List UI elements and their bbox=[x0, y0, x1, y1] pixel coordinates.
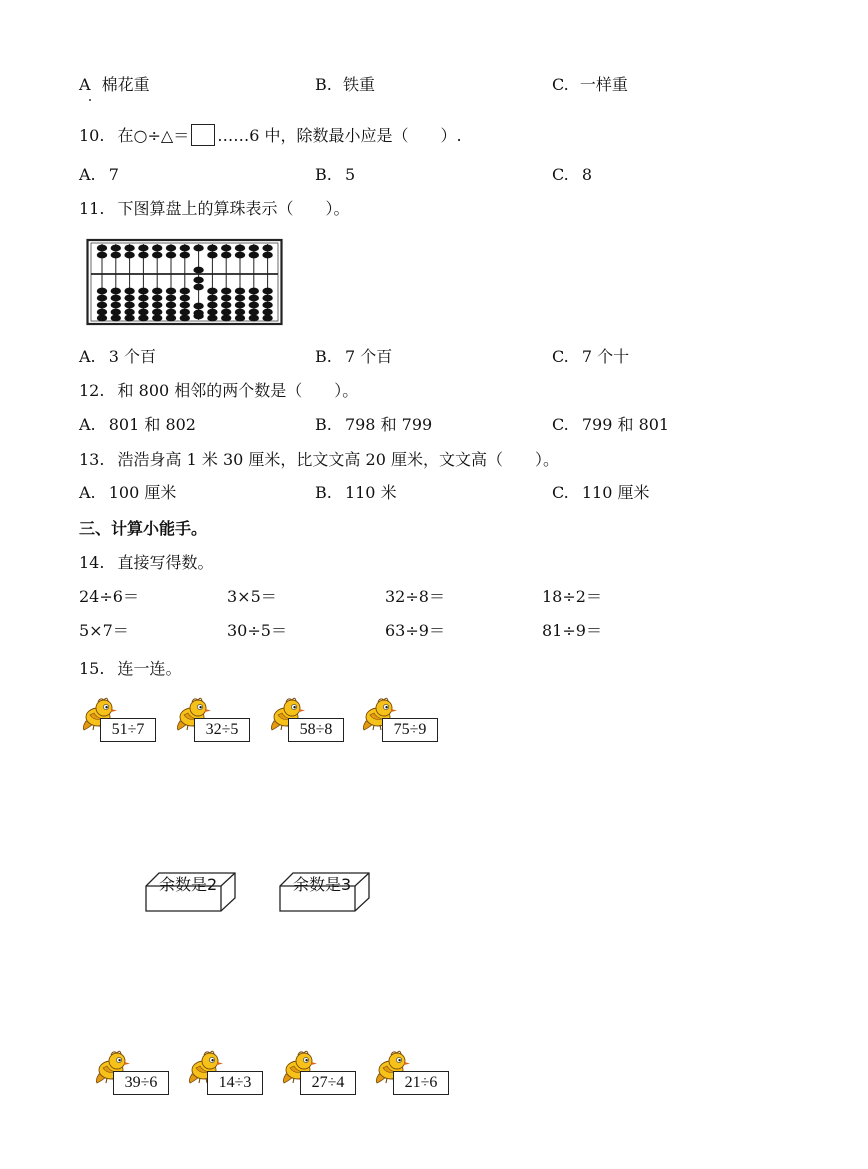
abacus-bead bbox=[221, 315, 231, 322]
abacus-bead bbox=[180, 315, 190, 322]
question-15 bbox=[79, 659, 182, 679]
abacus-bead bbox=[262, 295, 272, 302]
option-letter: C. bbox=[552, 165, 569, 184]
abacus-bead bbox=[97, 252, 107, 259]
abacus-bead bbox=[111, 295, 121, 302]
abacus-bead bbox=[152, 252, 162, 259]
abacus-bead bbox=[97, 302, 107, 309]
abacus-bead bbox=[124, 252, 134, 259]
division-card[interactable]: 75÷9 bbox=[382, 718, 438, 742]
abacus-bead bbox=[262, 252, 272, 259]
abacus-bead bbox=[124, 315, 134, 322]
option-text: 100 厘米 bbox=[108, 483, 177, 502]
abacus-bead bbox=[221, 309, 231, 316]
abacus-bead bbox=[138, 245, 148, 252]
abacus-bead bbox=[111, 252, 121, 259]
abacus-bead bbox=[152, 245, 162, 252]
abacus-bead bbox=[180, 295, 190, 302]
option-letter: B. bbox=[315, 165, 332, 184]
calc-item: 3×5＝ bbox=[227, 587, 277, 606]
q13-option-b[interactable] bbox=[315, 483, 397, 503]
q10-option-c[interactable] bbox=[552, 165, 592, 185]
abacus-bead bbox=[166, 295, 176, 302]
abacus-bead bbox=[235, 288, 245, 295]
abacus-bead bbox=[249, 309, 259, 316]
abacus-bead bbox=[180, 288, 190, 295]
abacus-bead bbox=[166, 245, 176, 252]
division-card[interactable]: 39÷6 bbox=[113, 1071, 169, 1095]
question-number: 11. bbox=[79, 199, 105, 218]
question-number: 12. bbox=[79, 381, 105, 400]
abacus-bead bbox=[249, 302, 259, 309]
abacus-bead bbox=[111, 315, 121, 322]
option-text: 5 bbox=[344, 165, 356, 184]
abacus-bead bbox=[249, 252, 259, 259]
abacus-bead bbox=[111, 245, 121, 252]
abacus-bead bbox=[221, 245, 231, 252]
option-text: 一样重 bbox=[579, 75, 628, 94]
question-14 bbox=[79, 553, 214, 573]
abacus-bead bbox=[124, 288, 134, 295]
remainder-plate[interactable] bbox=[279, 872, 371, 912]
abacus-bead bbox=[152, 315, 162, 322]
abacus-bead bbox=[138, 309, 148, 316]
section-heading: 三、计算小能手。 bbox=[79, 519, 208, 538]
option-text: 7 个百 bbox=[344, 347, 393, 366]
q12-option-b[interactable] bbox=[315, 415, 432, 435]
option-text: 110 厘米 bbox=[581, 483, 650, 502]
calc-item: 81÷9＝ bbox=[542, 621, 602, 640]
abacus-bead bbox=[166, 288, 176, 295]
abacus-bead bbox=[221, 295, 231, 302]
option-letter: B. bbox=[315, 483, 332, 502]
abacus-bead bbox=[193, 277, 203, 284]
abacus-bead bbox=[138, 315, 148, 322]
abacus-bead bbox=[97, 309, 107, 316]
abacus-bead bbox=[138, 302, 148, 309]
q11-option-c[interactable] bbox=[552, 347, 629, 367]
abacus-bead bbox=[207, 315, 217, 322]
option-letter: A. bbox=[79, 483, 96, 502]
abacus-bead bbox=[249, 288, 259, 295]
question-text: 浩浩身高 1 米 30 厘米，比文文高 20 厘米，文文高（ ）。 bbox=[117, 450, 559, 469]
plate-label: 余数是3 bbox=[293, 875, 352, 894]
division-card[interactable]: 58÷8 bbox=[288, 718, 344, 742]
option-letter: C. bbox=[552, 75, 569, 94]
option-letter: A. bbox=[79, 165, 96, 184]
question-prefix: 在○÷△＝ bbox=[117, 126, 190, 145]
question-text: 和 800 相邻的两个数是（ ）。 bbox=[117, 381, 359, 400]
abacus-bead bbox=[207, 309, 217, 316]
question-suffix: ……6 中，除数最小应是（ ）. bbox=[217, 126, 462, 145]
q9-option-c[interactable] bbox=[552, 75, 628, 95]
abacus-bead bbox=[152, 288, 162, 295]
question-12 bbox=[79, 381, 358, 401]
question-10 bbox=[79, 124, 462, 146]
q11-option-a[interactable] bbox=[79, 347, 156, 367]
q10-option-b[interactable] bbox=[315, 165, 355, 185]
option-letter: A. bbox=[79, 415, 96, 434]
option-text: 798 和 799 bbox=[344, 415, 433, 434]
option-letter: C. bbox=[552, 415, 569, 434]
q13-option-c[interactable] bbox=[552, 483, 650, 503]
calc-item: 30÷5＝ bbox=[227, 621, 287, 640]
abacus-bead bbox=[180, 245, 190, 252]
abacus-bead bbox=[249, 245, 259, 252]
answer-box[interactable] bbox=[191, 124, 215, 146]
abacus-bead bbox=[235, 295, 245, 302]
abacus-bead bbox=[138, 295, 148, 302]
q13-option-a[interactable] bbox=[79, 483, 176, 503]
abacus-bead bbox=[180, 309, 190, 316]
option-letter: C. bbox=[552, 483, 569, 502]
abacus-bead bbox=[193, 267, 203, 274]
question-text: 下图算盘上的算珠表示（ ）。 bbox=[117, 199, 350, 218]
option-text: 棉花重 bbox=[101, 75, 150, 94]
abacus-bead bbox=[166, 302, 176, 309]
option-text: 8 bbox=[581, 165, 593, 184]
abacus-bead bbox=[235, 302, 245, 309]
option-text: 110 米 bbox=[344, 483, 397, 502]
abacus-bead bbox=[262, 309, 272, 316]
calc-item: 32÷8＝ bbox=[385, 587, 445, 606]
abacus-bead bbox=[207, 302, 217, 309]
abacus-bead bbox=[193, 303, 203, 310]
option-letter: B. bbox=[315, 347, 332, 366]
abacus-bead bbox=[207, 288, 217, 295]
stray-dot bbox=[89, 99, 91, 101]
abacus-bead bbox=[207, 295, 217, 302]
question-text: 直接写得数。 bbox=[117, 553, 214, 572]
question-11 bbox=[79, 199, 350, 219]
abacus-bead bbox=[97, 288, 107, 295]
abacus-bead bbox=[221, 252, 231, 259]
abacus-bead bbox=[249, 295, 259, 302]
remainder-plate[interactable] bbox=[145, 872, 237, 912]
abacus-bead bbox=[124, 302, 134, 309]
abacus-bead bbox=[235, 245, 245, 252]
question-number: 14. bbox=[79, 553, 105, 572]
abacus-bead bbox=[152, 309, 162, 316]
question-number: 10. bbox=[79, 126, 105, 145]
division-card[interactable]: 32÷5 bbox=[194, 718, 250, 742]
option-letter: C. bbox=[552, 347, 569, 366]
option-letter: A bbox=[79, 75, 91, 94]
abacus-bead bbox=[193, 245, 203, 252]
division-card[interactable]: 27÷4 bbox=[300, 1071, 356, 1095]
calc-item: 5×7＝ bbox=[79, 621, 129, 640]
abacus-bead bbox=[97, 295, 107, 302]
option-letter: B. bbox=[315, 75, 332, 94]
division-card[interactable]: 51÷7 bbox=[100, 718, 156, 742]
abacus-bead bbox=[235, 309, 245, 316]
abacus-bead bbox=[262, 288, 272, 295]
abacus-bead bbox=[124, 295, 134, 302]
calc-item: 63÷9＝ bbox=[385, 621, 445, 640]
abacus-bead bbox=[262, 315, 272, 322]
abacus-bead bbox=[152, 295, 162, 302]
q12-option-c[interactable] bbox=[552, 415, 669, 435]
option-text: 801 和 802 bbox=[108, 415, 196, 434]
abacus-bead bbox=[111, 288, 121, 295]
abacus-bead bbox=[235, 252, 245, 259]
abacus-bead bbox=[221, 302, 231, 309]
abacus-bead bbox=[166, 252, 176, 259]
question-number: 15. bbox=[79, 659, 105, 678]
option-text: 铁重 bbox=[342, 75, 375, 94]
option-letter: B. bbox=[315, 415, 332, 434]
abacus-bead bbox=[124, 245, 134, 252]
abacus-bead bbox=[207, 245, 217, 252]
calc-item: 18÷2＝ bbox=[542, 587, 602, 606]
abacus-bead bbox=[111, 309, 121, 316]
q10-option-a[interactable] bbox=[79, 165, 119, 185]
question-13 bbox=[79, 450, 559, 470]
question-number: 13. bbox=[79, 450, 105, 469]
division-card[interactable]: 21÷6 bbox=[393, 1071, 449, 1095]
abacus-bead bbox=[235, 315, 245, 322]
option-text: 3 个百 bbox=[108, 347, 157, 366]
option-text: 7 bbox=[108, 165, 119, 184]
q9-option-b[interactable] bbox=[315, 75, 375, 95]
abacus-bead bbox=[97, 245, 107, 252]
abacus-bead bbox=[180, 302, 190, 309]
option-text: 7 个十 bbox=[581, 347, 630, 366]
q11-option-b[interactable] bbox=[315, 347, 392, 367]
option-letter: A. bbox=[79, 347, 96, 366]
abacus-bead bbox=[249, 315, 259, 322]
abacus-bead bbox=[193, 313, 203, 320]
calc-item: 24÷6＝ bbox=[79, 587, 139, 606]
q12-option-a[interactable] bbox=[79, 415, 196, 435]
abacus-bead bbox=[221, 288, 231, 295]
abacus-bead bbox=[166, 309, 176, 316]
abacus-bead bbox=[207, 252, 217, 259]
plate-label: 余数是2 bbox=[159, 875, 218, 894]
abacus-bead bbox=[124, 309, 134, 316]
abacus-bead bbox=[262, 245, 272, 252]
abacus-bead bbox=[97, 315, 107, 322]
abacus-bead bbox=[111, 302, 121, 309]
abacus-bead bbox=[138, 288, 148, 295]
question-text: 连一连。 bbox=[117, 659, 182, 678]
option-text: 799 和 801 bbox=[581, 415, 670, 434]
abacus-bead bbox=[180, 252, 190, 259]
abacus-bead bbox=[193, 284, 203, 291]
abacus-bead bbox=[138, 252, 148, 259]
abacus-image bbox=[86, 238, 284, 326]
q9-option-a[interactable] bbox=[79, 75, 150, 95]
abacus-bead bbox=[166, 315, 176, 322]
abacus-bead bbox=[152, 302, 162, 309]
division-card[interactable]: 14÷3 bbox=[207, 1071, 263, 1095]
abacus-bead bbox=[262, 302, 272, 309]
